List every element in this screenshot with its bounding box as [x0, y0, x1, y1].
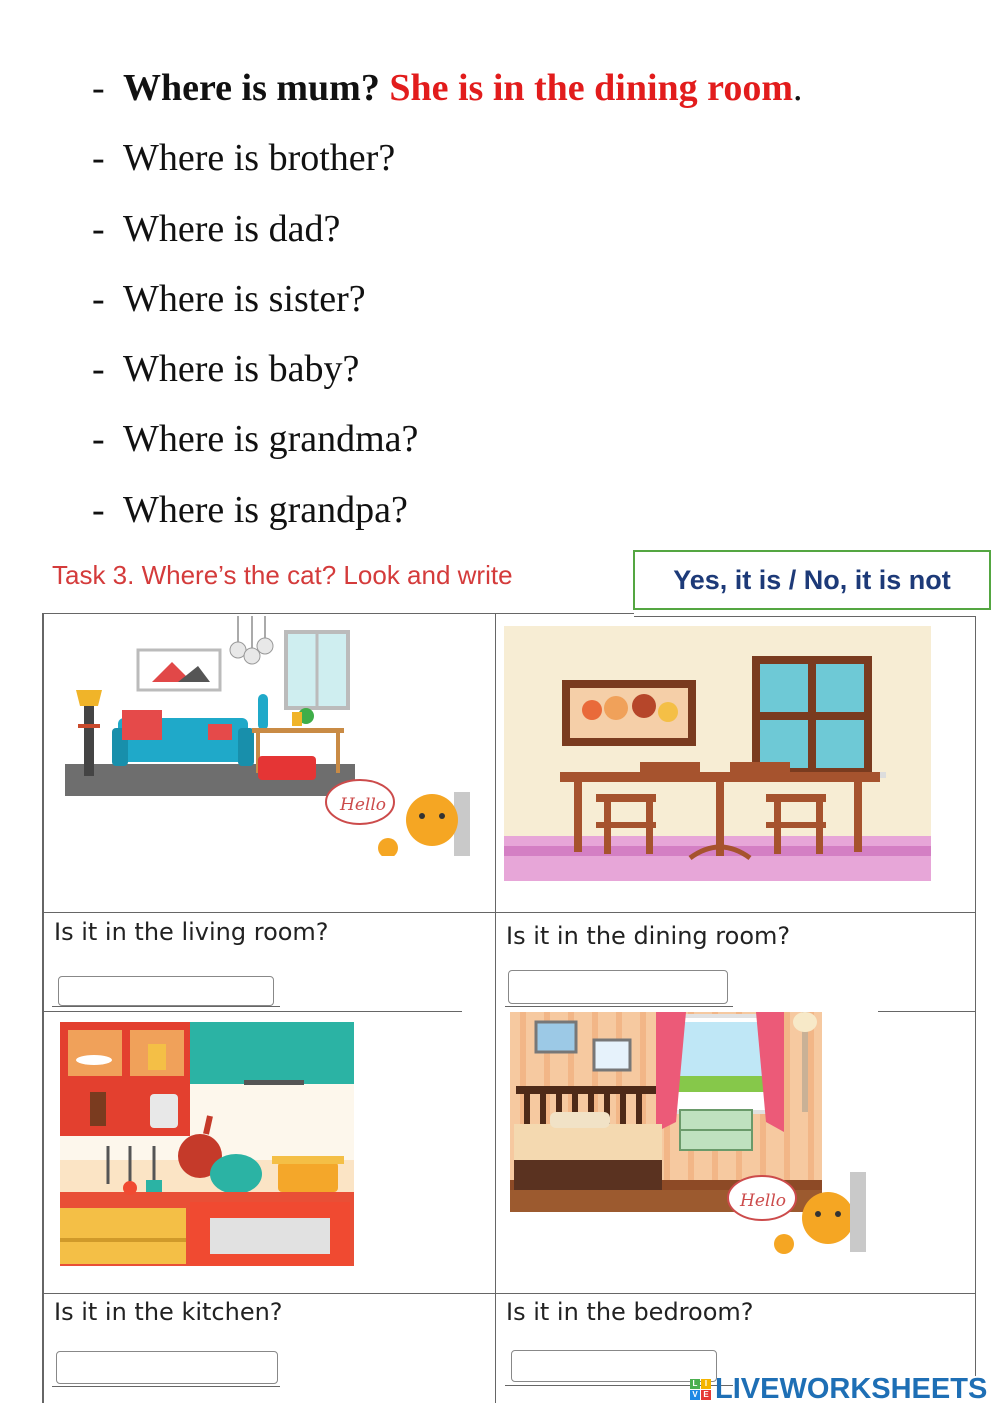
sentence-end: .	[793, 67, 803, 109]
question-text: Where is grandma?	[123, 418, 419, 461]
answer-underline-2	[505, 1006, 733, 1007]
question-text: Where is baby?	[123, 348, 360, 391]
row-divider-2-right	[878, 1011, 976, 1012]
liveworksheets-logo	[690, 1373, 987, 1406]
table-left-border	[42, 613, 44, 1403]
bullet-dash: -	[92, 137, 105, 180]
hint-box	[633, 550, 991, 610]
speech-bubble-text: Hello	[740, 1191, 786, 1211]
hint-text: Yes, it is / No, it is not	[673, 564, 951, 595]
question-text: Where is sister?	[123, 277, 366, 320]
question-text: Where is dad?	[123, 207, 341, 250]
row-divider-1	[42, 912, 976, 913]
answer-input-dining-room[interactable]	[508, 970, 728, 1004]
bullet-dash: -	[92, 418, 105, 461]
answer-underline-3	[52, 1386, 280, 1387]
table-top-border-right	[634, 616, 976, 617]
bullet-dash: -	[92, 67, 105, 109]
example-answer: She is in the dining room	[389, 67, 794, 109]
answer-input-kitchen[interactable]	[56, 1351, 278, 1384]
table-right-border	[975, 616, 976, 1376]
question-6	[92, 413, 803, 483]
bullet-dash: -	[92, 348, 105, 391]
bullet-dash: -	[92, 488, 105, 531]
question-text: Where is grandpa?	[123, 488, 408, 531]
question-4	[92, 273, 803, 343]
brand-logo-icon: L I V E	[690, 1379, 711, 1400]
question-2	[92, 132, 803, 202]
cell-question-kitchen: Is it in the kitchen?	[54, 1298, 283, 1326]
answer-input-living-room[interactable]	[58, 976, 274, 1006]
cell-question-bedroom: Is it in the bedroom?	[506, 1298, 754, 1326]
question-3	[92, 203, 803, 273]
bullet-dash: -	[92, 277, 105, 320]
question-7	[92, 484, 803, 554]
question-text: Where is brother?	[123, 137, 396, 180]
question-5	[92, 343, 803, 413]
task-title: Task 3. Where’s the cat? Look and write	[52, 560, 513, 590]
bedroom-picture	[510, 1012, 868, 1260]
table-middle-divider	[495, 613, 496, 1403]
answer-input-bedroom[interactable]	[511, 1350, 717, 1382]
question-text: Where is mum?	[123, 67, 380, 109]
brand-name: LIVEWORKSHEETS	[715, 1373, 988, 1405]
table-top-border	[42, 613, 634, 614]
living-room-picture	[60, 616, 480, 856]
row-divider-3	[42, 1293, 976, 1294]
speech-bubble-text: Hello	[340, 795, 386, 815]
question-1	[92, 62, 803, 132]
cell-question-dining-room: Is it in the dining room?	[506, 922, 791, 950]
question-list	[92, 62, 803, 554]
answer-underline-1	[52, 1006, 280, 1007]
kitchen-picture	[60, 1022, 356, 1266]
cell-question-living-room: Is it in the living room?	[54, 918, 329, 946]
bullet-dash: -	[92, 207, 105, 250]
row-divider-2	[42, 1011, 462, 1012]
dining-room-picture	[504, 626, 931, 881]
